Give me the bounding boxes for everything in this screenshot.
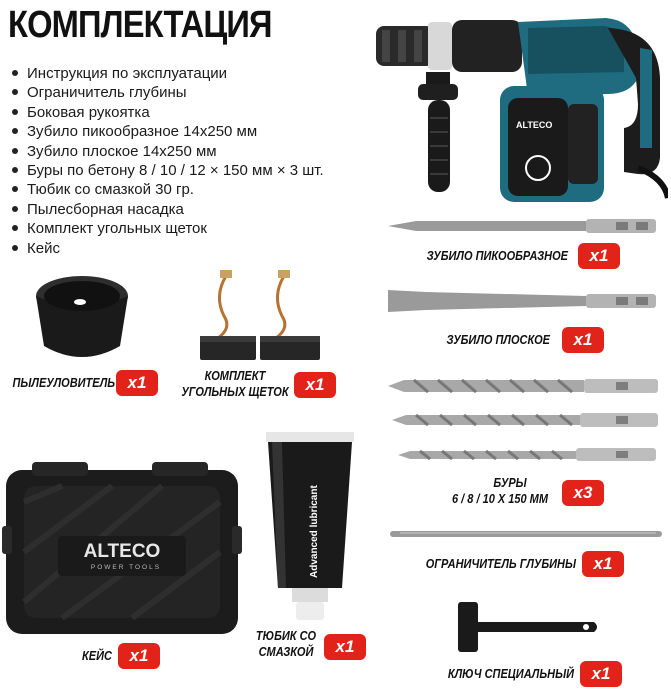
qty-badge: x1 — [116, 370, 158, 396]
special-key-image — [452, 600, 602, 656]
qty-badge: x1 — [562, 327, 604, 353]
list-item: Зубило плоское 14х250 мм — [10, 142, 324, 161]
carbon-brushes-image — [196, 266, 324, 364]
list-item: Ограничитель глубины — [10, 83, 324, 102]
list-item: Комплект угольных щеток — [10, 219, 324, 238]
rotary-hammer-image — [368, 8, 668, 204]
spec-list — [10, 64, 324, 258]
flat-chisel-label: ЗУБИЛО ПЛОСКОЕ — [446, 333, 550, 347]
list-item: Зубило пикообразное 14х250 мм — [10, 122, 324, 141]
case-label: КЕЙС — [82, 649, 112, 663]
qty-badge: x1 — [578, 243, 620, 269]
list-item: Инструкция по эксплуатации — [10, 64, 324, 83]
brand-logo: ALTECO — [83, 541, 161, 562]
tube-text: Advanced lubricant — [309, 485, 320, 578]
brand-sub: POWER TOOLS — [90, 564, 162, 571]
qty-badge: x1 — [580, 661, 622, 687]
dust-collector-image — [30, 268, 134, 368]
drill-bits-image — [384, 372, 666, 468]
list-item: Пылесборная насадка — [10, 200, 324, 219]
list-item: Буры по бетону 8 / 10 / 12 × 150 мм × 3 шт. — [10, 161, 324, 180]
qty-badge: x1 — [582, 551, 624, 577]
brushes-label-line2: УГОЛЬНЫХ ЩЕТОК — [181, 385, 289, 399]
drills-label-line1: БУРЫ — [493, 476, 527, 490]
page-title: КОМПЛЕКТАЦИЯ — [8, 4, 272, 46]
dust-collector-label: ПЫЛЕУЛОВИТЕЛЬ — [12, 376, 116, 390]
list-item: Боковая рукоятка — [10, 103, 324, 122]
qty-badge: x1 — [294, 372, 336, 398]
depth-stop-image — [390, 528, 666, 540]
qty-badge: x1 — [118, 643, 160, 669]
drills-label-line2: 6 / 8 / 10 X 150 ММ — [451, 492, 549, 506]
qty-badge: x1 — [324, 634, 366, 660]
lubricant-tube-image — [262, 428, 358, 624]
qty-badge: x3 — [562, 480, 604, 506]
pointed-chisel-label: ЗУБИЛО ПИКООБРАЗНОЕ — [426, 249, 568, 263]
tube-label-line2: СМАЗКОЙ — [258, 645, 314, 659]
depth-stop-label: ОГРАНИЧИТЕЛЬ ГЛУБИНЫ — [425, 557, 576, 571]
case-image — [2, 462, 242, 638]
special-key-label: КЛЮЧ СПЕЦИАЛЬНЫЙ — [447, 667, 574, 681]
list-item: Кейс — [10, 239, 324, 258]
pointed-chisel-image — [386, 212, 664, 240]
tube-label-line1: ТЮБИК СО — [255, 629, 317, 643]
svg-text:ALTECO: ALTECO — [516, 120, 553, 130]
list-item: Тюбик со смазкой 30 гр. — [10, 180, 324, 199]
brushes-label-line1: КОМПЛЕКТ — [204, 369, 266, 383]
flat-chisel-image — [386, 286, 664, 316]
